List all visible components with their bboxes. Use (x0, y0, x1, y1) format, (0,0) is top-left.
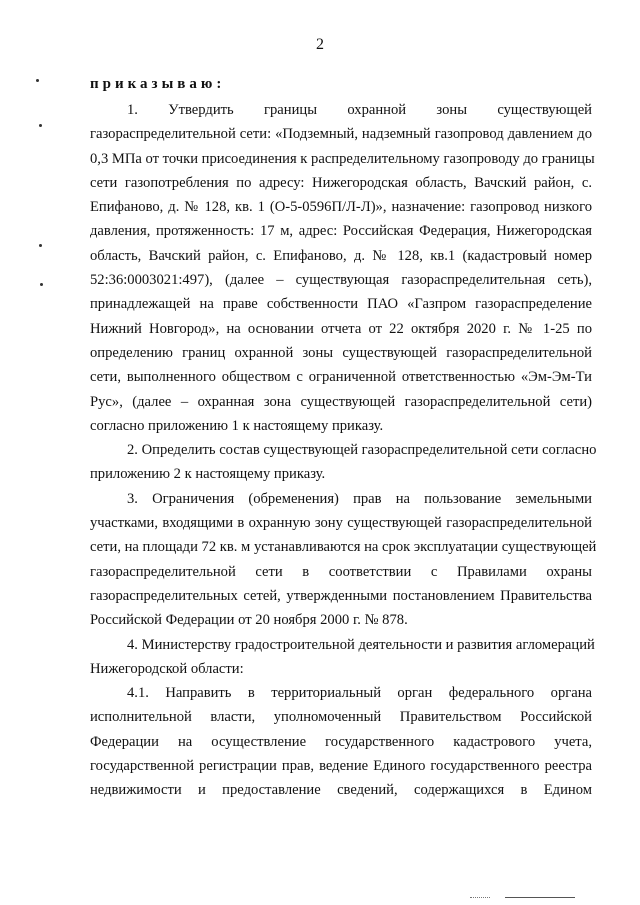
scan-speck (40, 283, 43, 286)
text-line: Рус», (далее – охранная зона существующей газораспределительной сети) (90, 393, 592, 410)
text-line: сети, на площади 72 кв. м устанавливаются на срок эксплуатации существующей (90, 539, 597, 556)
paragraph (90, 438, 597, 487)
text-line: 2. Определить состав существующей газораспределительной сети согласно (127, 442, 597, 459)
text-line: Российской Федерации от 20 ноября 2000 г. № 878. (90, 612, 408, 629)
text-line: 52:36:0003021:497), (далее – существующая газораспределительная сеть), (90, 272, 592, 289)
text-line: давления, протяженность: 17 м, адрес: Российская Федерация, Нижегородская (90, 223, 592, 240)
page-number: 2 (316, 36, 324, 53)
text-line: участками, входящими в охранную зону существующей газораспределительной (90, 515, 592, 532)
heading: приказываю: (90, 76, 226, 92)
paragraph (90, 98, 595, 438)
text-line: Федерации на осуществление государственного кадастрового учета, (90, 733, 592, 750)
document-body (90, 98, 597, 803)
scan-speck (39, 124, 42, 127)
text-line: согласно приложению 1 к настоящему приказу. (90, 417, 384, 434)
text-line: принадлежащей на праве собственности ПАО «Газпром газораспределение (90, 296, 592, 313)
paragraph (90, 681, 592, 802)
text-line: 1. Утвердить границы охранной зоны существующей (127, 102, 592, 118)
text-line: Нижний Новгород», на основании отчета от 22 октября 2020 г. № 1-25 по (90, 320, 592, 337)
text-line: газораспределительной сети в соответствии с Правилами охраны (90, 563, 592, 580)
scan-speck (39, 244, 42, 247)
text-line: недвижимости и предоставление сведений, содержащихся в Едином (90, 782, 592, 799)
text-line: 4.1. Направить в территориальный орган федерального органа (127, 685, 592, 702)
text-line: газораспределительной сети: «Подземный, надземный газопровод давлением до (90, 126, 592, 143)
text-line: 3. Ограничения (обременения) прав на пользование земельными (127, 490, 592, 507)
footer-rule (505, 897, 575, 898)
paragraph (90, 633, 595, 682)
text-line: газораспределительных сетей, утвержденными постановлением Правительства (90, 587, 592, 604)
text-line: сети газопотребления по адресу: Нижегородская область, Вачский район, с. (90, 174, 592, 191)
text-line: 0,3 МПа от точки присоединения к распределительному газопроводу до границы (90, 150, 595, 167)
text-line: государственной регистрации прав, ведение Единого государственного реестра (90, 758, 592, 775)
text-line: 4. Министерству градостроительной деятельности и развития агломераций (127, 636, 595, 653)
text-line: приложению 2 к настоящему приказу. (90, 466, 326, 483)
footer-dots (470, 897, 490, 899)
text-line: Епифаново, д. № 128, кв. 1 (О-5-0596П/Л-Л)», назначение: газопровод низкого (90, 199, 592, 216)
text-line: исполнительной власти, уполномоченный Правительством Российской (90, 709, 592, 726)
paragraph (90, 487, 597, 633)
text-line: сети, выполненного обществом с ограниченной ответственностью «Эм-Эм-Ти (90, 369, 592, 386)
text-line: область, Вачский район, с. Епифаново, д. № 128, кв.1 (кадастровый номер (90, 247, 592, 264)
text-line: определению границ охранной зоны существующей газораспределительной (90, 344, 592, 361)
text-line: Нижегородской области: (90, 660, 244, 677)
scan-speck (36, 79, 39, 82)
